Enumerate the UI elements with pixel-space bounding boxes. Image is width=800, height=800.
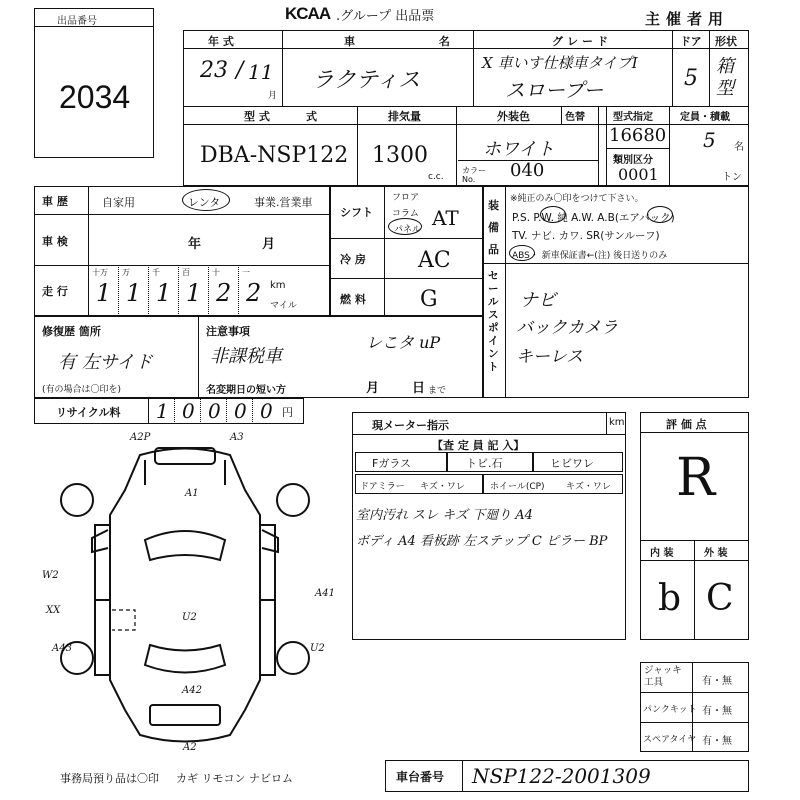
door-mirror-options: キズ・ワレ xyxy=(420,482,465,492)
abs-circle-mark xyxy=(509,245,535,261)
rental-circle-mark xyxy=(182,189,230,211)
recycle-label: リサイクル料 xyxy=(56,406,121,419)
doors-value: 5 xyxy=(684,66,698,91)
class-value: 0001 xyxy=(618,165,659,184)
odometer-digit-label: 千 xyxy=(152,268,160,277)
history-label: 車 歴 xyxy=(42,195,68,208)
month-unit: 月 xyxy=(268,91,278,101)
shape-value: 箱 型 xyxy=(716,56,734,99)
car-name-value: ラクティス xyxy=(312,68,421,93)
wheel-label: ホイール(CP) xyxy=(490,482,545,492)
exterior-score: C xyxy=(706,578,734,619)
class-label: 類別区分 xyxy=(613,155,653,166)
inspector-note-2: ボディ A4 看板跡 左ステップ C ピラー BP xyxy=(356,534,608,549)
exterior-label: 外 装 xyxy=(704,548,728,559)
doors-label: ドア xyxy=(680,35,702,48)
odometer-km-unit: km xyxy=(270,280,286,291)
spare-yes-no: 有・無 xyxy=(702,736,732,747)
recycle-digits xyxy=(148,398,304,424)
recycle-digit: 0 xyxy=(182,399,195,423)
color-no-value: 040 xyxy=(510,160,545,181)
lot-number-box xyxy=(34,8,154,158)
ac-label: 冷 房 xyxy=(340,253,366,266)
damage-mark: A3 xyxy=(230,432,244,443)
capacity-unit: 名 xyxy=(734,142,744,153)
grade-value-2: スロープー xyxy=(505,78,604,102)
wheel-options: キズ・ワレ xyxy=(566,482,611,492)
sales-point-2: バックカメラ xyxy=(516,318,618,338)
car-name-label: 車 名 xyxy=(344,35,490,48)
damage-mark: A2 xyxy=(183,742,197,753)
model-type-label: 型 式 xyxy=(244,110,270,123)
odometer-digit: 1 xyxy=(96,279,112,307)
footer-items: カギ リモコン ナビロム xyxy=(176,772,293,785)
equipment-line-2: TV. ナビ. カワ. SR(サンルーフ) xyxy=(512,230,660,242)
displacement-label: 排気量 xyxy=(388,110,421,123)
year-value: 23 xyxy=(200,58,228,83)
panel-circle-mark xyxy=(388,218,422,235)
jack-label: ジャッキ 工具 xyxy=(644,665,682,688)
recycle-digit: 0 xyxy=(260,399,273,423)
odometer-digit-label: 万 xyxy=(122,268,130,277)
odometer-digit-label: 一 xyxy=(242,268,250,277)
odometer-digit: 2 xyxy=(246,279,262,307)
damage-mark: A2P xyxy=(130,432,151,443)
inspection-year: 年 xyxy=(188,237,202,252)
capacity-value: 5 xyxy=(703,128,716,152)
name-change-label: 名変期日の短い方 xyxy=(206,385,286,396)
spare-tire-label: スペアタイヤ xyxy=(643,735,697,745)
shift-value: AT xyxy=(432,206,459,230)
color-change-label: 色替 xyxy=(565,112,585,123)
recycle-digit: 0 xyxy=(208,399,221,423)
inspection-label: 車 検 xyxy=(42,235,68,248)
inspector-note-1: 室内汚れ スレ キズ 下廻り A4 xyxy=(356,508,533,523)
odometer-digit: 1 xyxy=(126,279,142,307)
damage-mark: W2 xyxy=(42,570,59,581)
odometer-digit-label: 十 xyxy=(212,268,220,277)
sales-points-label: セールスポイント xyxy=(488,270,499,373)
lot-number-label: 出品番号 xyxy=(57,16,97,27)
displacement-value: 1300 xyxy=(372,143,428,168)
caution-value: 非課税車 xyxy=(210,346,282,367)
sales-point-1: ナビ xyxy=(520,290,556,311)
mileage-label: 走 行 xyxy=(42,285,68,298)
meter-label: 現メーター指示 xyxy=(372,419,449,432)
caution-extra: レこタ uP xyxy=(366,333,441,352)
shape-label: 形状 xyxy=(715,35,737,48)
door-mirror-label: ドアミラー xyxy=(360,482,405,492)
exterior-color-value: ホワイト xyxy=(483,139,555,160)
damage-mark: XX xyxy=(46,605,61,616)
ab-circle-mark xyxy=(647,206,673,223)
model-type-value: DBA-NSP122 xyxy=(200,143,349,168)
sales-point-3: キーレス xyxy=(516,347,584,367)
lot-number: 2034 xyxy=(59,79,131,115)
color-no-label: カラー No. xyxy=(462,166,486,184)
type-spec-value: 16680 xyxy=(609,125,667,146)
recycle-digit: 0 xyxy=(234,399,247,423)
year-label: 年 式 xyxy=(208,35,234,48)
grade-label: グレード xyxy=(552,35,612,48)
damage-mark: A41 xyxy=(315,588,335,599)
history-option-rental: レンタ xyxy=(188,196,221,209)
damage-mark: U2 xyxy=(310,643,325,654)
odometer-mile-unit: マイル xyxy=(270,301,297,311)
form-title: .グループ 出品票 xyxy=(336,9,435,24)
puncture-kit-label: パンクキット xyxy=(643,705,697,715)
fuel-value: G xyxy=(420,287,438,312)
puncture-yes-no: 有・無 xyxy=(702,706,732,717)
organizer-label: 主催者用 xyxy=(645,10,730,28)
ton-unit: トン xyxy=(722,172,742,183)
grade-value-1: X 車いす仕様車タイプI xyxy=(482,54,638,72)
pw-circle-mark xyxy=(540,206,566,223)
damage-mark: A43 xyxy=(52,643,72,654)
car-damage-diagram xyxy=(20,430,350,760)
equipment-note: ※純正のみ〇印をつけて下さい。 xyxy=(510,194,644,204)
brand-logo: KCAA xyxy=(285,4,331,23)
recycle-unit: 円 xyxy=(282,406,293,419)
displacement-unit: c.c. xyxy=(428,172,444,182)
recycle-digit: 1 xyxy=(156,399,169,423)
ac-value: AC xyxy=(418,248,451,273)
equipment-line-3: ABS・ 新車保証書←(注) 後日送りのみ xyxy=(512,251,668,261)
month-value: 11 xyxy=(248,60,274,84)
name-change-until: まで xyxy=(428,386,447,396)
evaluation-label: 評 価 点 xyxy=(666,418,707,431)
history-option-business: 事業.営業車 xyxy=(254,196,313,209)
shift-panel: パネル xyxy=(394,225,422,235)
repair-note: (有の場合は〇印を) xyxy=(42,385,122,395)
chassis-label: 車台番号 xyxy=(396,770,445,784)
name-change-day: 日 xyxy=(412,381,426,396)
caution-label: 注意事項 xyxy=(206,325,250,338)
f-glass-label: Fガラス xyxy=(372,457,411,470)
odometer-digit-label: 百 xyxy=(182,268,190,277)
odometer-digit-label: 十万 xyxy=(92,268,108,277)
repair-label: 修復歴 箇所 xyxy=(42,325,101,338)
footer-note: 事務局預り品は〇印 xyxy=(60,772,159,785)
inspector-label: 【査 定 員 記 入】 xyxy=(432,439,525,452)
name-change-month: 月 xyxy=(366,381,380,396)
interior-label: 内 装 xyxy=(650,548,674,559)
odometer-digit: 1 xyxy=(156,279,172,307)
shift-column: コラム xyxy=(392,209,419,219)
odometer-digit: 2 xyxy=(216,279,232,307)
interior-score: b xyxy=(658,578,682,619)
chassis-number: NSP122-2001309 xyxy=(472,764,651,788)
odometer-digit: 1 xyxy=(186,279,202,307)
equipment-line-1: P.S. P.W. 純 A.W. A.B(エアバック) xyxy=(512,212,675,224)
history-option-private: 自家用 xyxy=(102,196,135,209)
damage-mark: U2 xyxy=(182,612,197,623)
meter-unit: km xyxy=(609,417,625,428)
capacity-label: 定員・積載 xyxy=(680,112,730,123)
crack-label: ヒビワレ xyxy=(550,457,594,470)
exterior-color-label: 外装色 xyxy=(497,110,530,123)
chip-label: トビ.石 xyxy=(466,457,503,470)
jack-yes-no: 有・無 xyxy=(702,676,732,687)
damage-mark: A42 xyxy=(182,685,202,696)
evaluation-score: R xyxy=(676,448,716,508)
repair-value: 有 左サイド xyxy=(58,352,153,373)
type-spec-label: 型式指定 xyxy=(613,112,653,123)
shift-label: シフト xyxy=(340,206,373,219)
damage-mark: A1 xyxy=(185,488,199,499)
fuel-label: 燃 料 xyxy=(340,293,366,306)
inspection-month: 月 xyxy=(262,237,276,252)
shift-floor: フロア xyxy=(392,193,420,203)
equipment-label: 装 備 品 xyxy=(488,199,499,256)
